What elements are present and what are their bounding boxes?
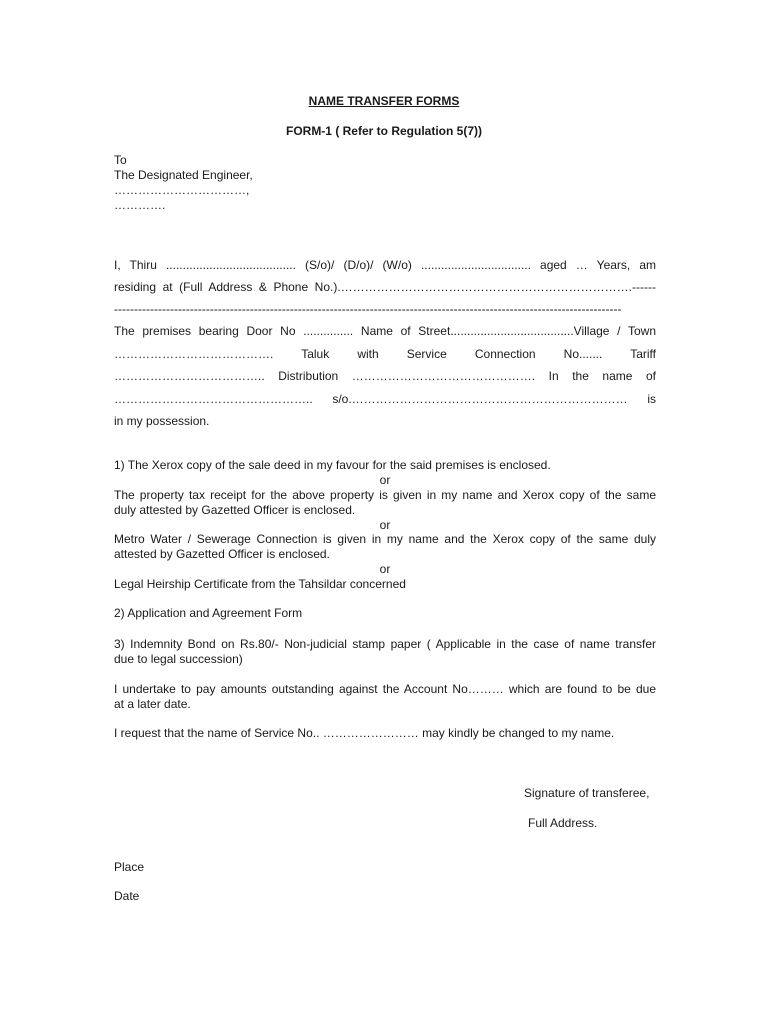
body-line-5: …………………………………. Taluk with Service Connection No....... Tariff xyxy=(114,347,656,361)
body-line-7: ………………………………………….. s/o.…………………………………………………………… is xyxy=(114,392,656,406)
document-alt-3: Legal Heirship Certificate from the Tahsildar concerned xyxy=(114,577,406,591)
document-item-1: 1) The Xerox copy of the sale deed in my favour for the said premises is enclosed. xyxy=(114,458,551,472)
place-label: Place xyxy=(114,860,145,874)
undertaking-line-2: at a later date. xyxy=(114,697,191,711)
document-item-3-line-1: 3) Indemnity Bond on Rs.80/- Non-judicial stamp paper ( Applicable in the case of name transfer xyxy=(114,637,656,651)
full-address-label: Full Address. xyxy=(528,816,598,830)
or-separator-2: or xyxy=(379,518,391,532)
request-text: I request that the name of Service No.. …………………… may kindly be changed to my name. xyxy=(114,726,615,740)
document-alt-2-line-1: Metro Water / Sewerage Connection is given in my name and the Xerox copy of the same duly xyxy=(114,532,656,546)
body-line-8: in my possession. xyxy=(114,414,210,428)
document-item-3-line-2: due to legal succession) xyxy=(114,652,243,666)
signature-label: Signature of transferee, xyxy=(524,786,650,800)
document-alt-2-line-2: attested by Gazetted Officer is enclosed. xyxy=(114,547,330,561)
body-line-2: residing at (Full Address & Phone No.).……………………………………………………………….------ xyxy=(114,280,656,294)
or-separator-3: or xyxy=(379,562,391,576)
addressee-name: The Designated Engineer, xyxy=(114,168,253,182)
date-label: Date xyxy=(114,889,140,903)
addressee-line-2: …………. xyxy=(114,198,166,212)
document-alt-1-line-2: duly attested by Gazetted Officer is enclosed. xyxy=(114,503,356,517)
body-line-1: I, Thiru ....................................... (S/o)/ (D/o)/ (W/o) ................................. aged … Years, am xyxy=(114,258,656,272)
body-line-4: The premises bearing Door No ............... Name of Street.....................................Village / Town xyxy=(114,324,656,338)
body-line-6: ……………………………….. Distribution ………………………………………. In the name of xyxy=(114,369,656,383)
addressee-line-1: ……………………………, xyxy=(114,183,250,197)
body-line-3: ------------------------------------------------------------------------------------------------------------------------------- xyxy=(114,302,622,316)
form-title: NAME TRANSFER FORMS xyxy=(308,94,460,108)
undertaking-line-1: I undertake to pay amounts outstanding against the Account No……… which are found to be due xyxy=(114,682,656,696)
addressee-to: To xyxy=(114,153,127,167)
form-subtitle: FORM-1 ( Refer to Regulation 5(7)) xyxy=(285,124,482,138)
document-alt-1-line-1: The property tax receipt for the above property is given in my name and Xerox copy of the same xyxy=(114,488,656,502)
document-item-2: 2) Application and Agreement Form xyxy=(114,606,303,620)
or-separator-1: or xyxy=(379,473,391,487)
